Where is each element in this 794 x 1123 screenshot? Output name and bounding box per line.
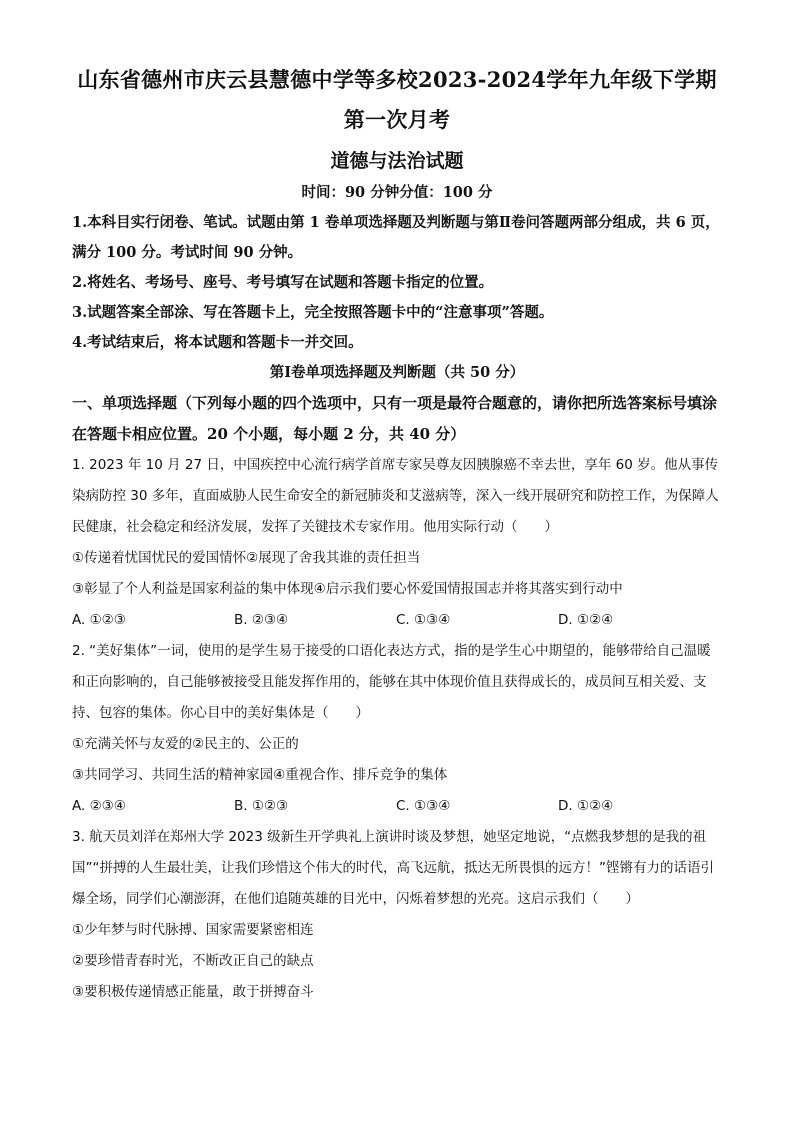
subject-title: 道德与法治试题 [330,150,464,172]
option-line: ①少年梦与时代脉搏、国家需要紧密相连 [72,922,314,938]
instruction-1: 1.本科目实行闭卷、笔试。试题由第 1 卷单项选择题及判断题与第Ⅱ卷问答题两部分组成，共 6 页，满分 100 分。考试时间 90 分钟。 [72,214,720,261]
instruction-2: 2.将姓名、考场号、座号、考号填写在试题和答题卡指定的位置。 [72,274,494,291]
question-stem: 3. 航天员刘洋在郑州大学 2023 级新生开学典礼上演讲时谈及梦想，她坚定地说，“点燃我梦想的是我的祖国”“拼搏的人生最壮美，让我们珍惜这个伟大的时代，高飞远航，抵达无所畏惧的远方！”铿锵有力的话语引爆全场，同学们心潮澎湃，在他们追随英雄的目光中，闪烁着梦想的光亮。这启示我们（ ） [72,829,714,907]
answer-choices [72,605,722,636]
choice-d: D. ①②④ [558,798,614,814]
time-score-line: 时间：90 分钟分值：100 分 [301,184,493,201]
choice-b: B. ②③④ [234,612,289,628]
question-3 [72,822,722,1008]
option-line: ③共同学习、共同生活的精神家园④重视合作、排斥竞争的集体 [72,767,448,783]
option-line: ①充满关怀与友爱的②民主的、公正的 [72,736,299,752]
choice-c: C. ①③④ [396,798,451,814]
choice-a: A. ②③④ [72,798,126,814]
question-2 [72,636,722,822]
option-line: ②要珍惜青春时光，不断改正自己的缺点 [72,953,314,969]
option-line: ③要积极传递情感正能量，敢于拼搏奋斗 [72,984,314,1000]
instruction-4: 4.考试结束后，将本试题和答题卡一并交回。 [72,334,363,351]
choice-a: A. ①②③ [72,612,126,628]
question-stem: 1. 2023 年 10 月 27 日，中国疾控中心流行病学首席专家吴尊友因胰腺癌不幸去世，享年 60 岁。他从事传染病防控 30 多年，直面威胁人民生命安全的新冠肺炎和艾滋病等，深入一线开展研究和防控工作，为保障人民健康，社会稳定和经济发展，发挥了关键技术专家作用。他用实际行动（ ） [72,457,719,535]
exam-title: 山东省德州市庆云县慧德中学等多校2023-2024学年九年级下学期第一次月考 [77,67,717,132]
section-heading: 第Ⅰ卷单项选择题及判断题（共 50 分） [269,364,525,381]
option-line: ③彰显了个人利益是国家利益的集中体现④启示我们要心怀爱国情报国志并将其落实到行动中 [72,581,623,597]
answer-choices [72,791,722,822]
part-heading: 一、单项选择题（下列每小题的四个选项中，只有一项是最符合题意的，请你把所选答案标号填涂在答题卡相应位置。20 个小题，每小题 2 分，共 40 分） [72,394,718,443]
instructions [72,208,722,358]
option-line: ①传递着忧国忧民的爱国情怀②展现了舍我其谁的责任担当 [72,550,421,566]
question-1 [72,450,722,636]
question-stem: 2. “美好集体”一词，使用的是学生易于接受的口语化表达方式，指的是学生心中期望的，能够带给自己温暖和正向影响的，自己能够被接受且能发挥作用的，能够在其中体现价值且获得成长的，成员间互相关爱、支持、包容的集体。你心目中的美好集体是（ ） [72,643,711,721]
choice-b: B. ①②③ [234,798,289,814]
choice-d: D. ①②④ [558,612,614,628]
instruction-3: 3.试题答案全部涂、写在答题卡上，完全按照答题卡中的“注意事项”答题。 [72,304,554,321]
choice-c: C. ①③④ [396,612,451,628]
